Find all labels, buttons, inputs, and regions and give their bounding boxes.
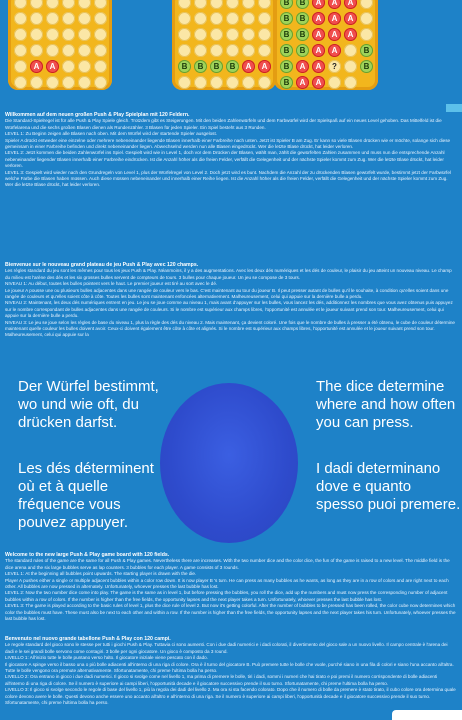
bubble (46, 44, 59, 57)
bubble: B (226, 60, 239, 73)
dice-arena-section (0, 378, 462, 548)
bubble (62, 44, 75, 57)
bubble: B (296, 44, 309, 57)
bubble (30, 12, 43, 25)
french-rules (5, 262, 457, 339)
bubble (94, 44, 107, 57)
bubble: A (312, 28, 325, 41)
bubble (210, 44, 223, 57)
bubble: B (280, 60, 293, 73)
bubble: B (280, 44, 293, 57)
bubble (194, 28, 207, 41)
bubble (242, 0, 255, 9)
english-rules (5, 552, 457, 622)
bubble: A (344, 28, 357, 41)
tagline-german: Der Würfel bestimmt, wo und wie oft, du drücken darfst. (18, 378, 159, 431)
bubble (210, 12, 223, 25)
bubble: B (210, 60, 223, 73)
bubble (226, 76, 239, 89)
english-level-1: LEVEL 1: At the beginning all bubbles point upwards. The starting player is drawn with the die. (5, 571, 197, 577)
tagline-italian: I dadi determinano dove e quanto spesso puoi premere. (316, 460, 461, 513)
game-board-example-2 (172, 0, 276, 90)
bubble: B (296, 0, 309, 9)
bubble (242, 76, 255, 89)
bubble (78, 12, 91, 25)
bubble (14, 12, 27, 25)
bubble (210, 28, 223, 41)
bubble (46, 76, 59, 89)
french-level-1-play: Le joueur A pousse une ou plusieurs bulles adjacentes dans une rangée de couleur vers le bas. C'est maintenant au tour du joueur B. Il peut presser autant de bulles qu'il le souhaite, à condition qu'elles soient dans une rangée de couleurs et qu'elles soient côte à côte. Toutes les bulles sont maintenant enfoncées alternativement. Malheureusement, celui qui appuie sur la dernière bulle a perdu. (5, 287, 449, 300)
bubble (226, 28, 239, 41)
bubble: A (30, 60, 43, 73)
bubble (226, 0, 239, 9)
bubble: B (178, 60, 191, 73)
game-board-example-1 (8, 0, 112, 90)
bubble (14, 44, 27, 57)
german-title: Willkommen auf dem neuen großen Push & Play Spielplan mit 120 Feldern. (5, 112, 190, 118)
french-level-3: NIVEAU 3: Le jeu se joue selon les règles de base du niveau 1, plus la règle des dés du niveau 2. Mais maintenant, ça devient coloré. Une fois que le nombre de bulles à presser a été obtenu, le cube de couleur détermine maintenant quelle couleur les bulles doivent avoir. Ceux-ci doivent également être côte à côte et alignés. Si le nombre est supérieur aux champs libres, l'opportunité est annulée et le joueur suivant prend son tour. Malheureusement, celui qui appuie sur la (5, 319, 455, 338)
bubble-grid (280, 0, 373, 89)
german-rules (5, 112, 457, 189)
english-level-1-play: Player A pushes either a single or multiple adjacent bubbles within a color row down. It is now player B 's turn. He can press as many bubbles as he wants, as long as they are in a row of colors and are right next to each other. All bubbles are now pressed in alternately. Unfortunately, whoever presses the last bubble has lost. (5, 577, 449, 590)
bubble: ? (328, 60, 341, 73)
bubble: A (328, 44, 341, 57)
bubble: B (360, 44, 373, 57)
bubble: A (312, 60, 325, 73)
italian-level-1-play: Il giocatore A spinge verso il basso una o più bolle adiacenti all'interno di una riga di colore. Ora è il turno del giocatore B. Può premere tutte le bolle che vuole, purché siano in una fila di colori e siano l'una accanto all'altra. Tutte le bolle vengono ora premute alternativamente. Sfortunatamente, chi preme l'ultima bolla ha perso. (5, 661, 454, 674)
bubble (194, 0, 207, 9)
bubble (30, 76, 43, 89)
english-intro: The standard rules of the game are the same for all Push & Play games. Nevertheless there are increases. With the two number dice and the color dice, the fun of the game is raised to a new level. The middle field is the dice arena and the six large bubbles serve as lap counters. 3 bubbles for each player. A game consists of 3 rounds. (5, 558, 450, 570)
bubble (178, 0, 191, 9)
german-level-3: LEVEL 3: Gespielt wird wieder nach den Grundregeln von Level 1, plus der Würfelregel von Level 2. Doch jetzt wird es bunt. Nachdem die Anzahl der zu drückenden Blasen gewürfelt wurde, bestimmt jetzt der Farbwürfel welche Farbe die Blasen haben müssen. Auch diese müssen nebeneinander und innerhalb einer Reihe liegen. Ist die Anzahl höher als die freien Felder, verfällt die Gelegenheit und der nächste Spieler kommt zum Zug. Wer die letzte Blase drückt, hat leider verloren. (5, 169, 451, 188)
bubble: A (312, 44, 325, 57)
bubble (194, 44, 207, 57)
italian-level-3: LIVELLO 3: Il gioco si svolge secondo le regole di base del livello 1, più la regola dei dadi del livello 2. Ma ora si sta facendo colorato. Dopo che il numero di bolle da premere è stato tirato, il cubo colore ora determina quale colore devono avere le bolle. Questi devono anche essere uno accanto all'altro e all'interno di una riga. Se il numero è superiore ai campi liberi, l'opportunità decade e il giocatore successivo prende il suo turno. Sfortunatamente, chi preme l'ultima bolla ha perso. (5, 687, 456, 706)
italian-intro: Le regole standard del gioco sono le stesse per tutti i giochi Push & Play. Tuttavia ci sono aumenti. Con i due dadi numerici e i dadi colorati, il divertimento del gioco sale a un nuovo livello. Il campo centrale è l'arena dei dadi e le sei grandi bolle servono come contagiri. 3 bolle per ogni giocatore. Un gioco è composto da 3 round. (5, 642, 448, 654)
bubble (178, 44, 191, 57)
italian-level-2: LIVELLO 2: Ora entrano in gioco i due dadi numerici. Il gioco si svolge come nel livello 1, ma prima di premere le bolle, tiri i dadi, sommi i numeri che hai tirato e poi premi il numero corrispondente di bolle adiacenti all'interno di una riga di colore. Se il numero è superiore ai campi liberi, l'opportunità decade e il giocatore successivo prende il suo turno. Sfortunatamente, chi preme l'ultima bolla ha perso. (5, 674, 438, 686)
bubble (78, 76, 91, 89)
french-level-2: NIVEAU 2: Maintenant, les deux dés numériques entrent en jeu. Le jeu se joue comme au niveau 1, mais avant d'appuyer sur les bulles, vous lancez les dés, additionnez les nombres que vous avez obtenus puis appuyez sur le nombre correspondant de bulles adjacentes dans une rangée de couleurs. Si le nombre est supérieur aux champs libres, l'opportunité est annulée et le joueur suivant prend son tour. Malheureusement, celui qui appuie sur la dernière bulle a perdu. (5, 300, 453, 319)
bubble (94, 28, 107, 41)
english-title: Welcome to the new large Push & Play game board with 120 fields. (5, 552, 170, 558)
brand-corner (392, 710, 462, 720)
bubble (94, 60, 107, 73)
bubble: B (194, 60, 207, 73)
bubble (242, 28, 255, 41)
italian-title: Benvenuto nel nuovo grande tabellone Push & Play con 120 campi. (5, 636, 171, 642)
bubble (14, 76, 27, 89)
bubble (178, 28, 191, 41)
bubble: B (296, 12, 309, 25)
bubble (30, 44, 43, 57)
bubble: A (312, 0, 325, 9)
bubble (62, 28, 75, 41)
bubble (360, 0, 373, 9)
bubble (258, 44, 271, 57)
bubble (242, 44, 255, 57)
german-level-1-play: Spieler A drückt entweder eine einzelne oder mehrere nebeneinander liegende Blasen innerhalb einer Farbreihe nach unten. Jetzt ist Spieler B am Zug. Er kann so viele Blasen drücken wie er möchte, solange sich diese gemeinsam in einer Farbreihe befinden und direkt nebeneinander liegen. Abwechselnd werden nun alle Blasen eingedrückt. Wer die letzte Blase drückt, hat leider verloren. (5, 137, 451, 150)
bubble (226, 12, 239, 25)
bubble (178, 12, 191, 25)
bubble: A (296, 76, 309, 89)
bubble (194, 12, 207, 25)
bubble (78, 28, 91, 41)
bubble: A (328, 28, 341, 41)
bubble: A (258, 60, 271, 73)
bubble (46, 12, 59, 25)
french-level-1: NIVEAU 1: Au début, toutes les bulles pointent vers le haut. Le premier joueur est tiré au sort avec le dé. (5, 281, 218, 287)
french-title: Bienvenue sur le nouveau grand plateau de jeu Push & Play avec 120 champs. (5, 262, 199, 268)
bubble (328, 76, 341, 89)
bubble (14, 60, 27, 73)
bubble-grid (178, 0, 271, 89)
bubble (258, 28, 271, 41)
bubble (46, 28, 59, 41)
game-board-examples (8, 0, 462, 100)
bubble (94, 0, 107, 9)
bubble (30, 28, 43, 41)
english-level-2: LEVEL 2: Now the two number dice come into play. The game is the same as in level 1, but before pressing the bubbles, you roll the dice, add up the numbers and must now press the corresponding number of adjacent bubbles within a row of colors. If the number is higher than the free fields, the opportunity lapses and the next player takes a turn. Unfortunately, whoever presses the last bubble has lost. (5, 590, 448, 602)
bubble (258, 0, 271, 9)
bubble (94, 12, 107, 25)
corner-decoration (446, 104, 462, 112)
german-intro: Die Standard-Spielregel ist für alle Push & Play Spiele gleich. Trotzdem gibt es Steigerungen. Mit den beiden Zahlenwürfeln und dem Farbwürfel wird der Spielspaß auf ein neues Level gehoben. Das Mittelfeld ist die Würfelarena und die sechs großen Blasen dienen als Rundenzähler. 3 Blasen für jeden Spieler. Ein Spiel besteht aus 3 Runden. (5, 118, 442, 130)
bubble (62, 0, 75, 9)
bubble (94, 76, 107, 89)
german-level-1: LEVEL 1: Zu Beginn zeigen alle Blasen nach oben. Mit dem Würfel wird der startende Spieler ausgelost. (5, 131, 218, 137)
bubble (210, 76, 223, 89)
bubble: A (312, 12, 325, 25)
italian-rules (5, 636, 457, 706)
bubble (30, 0, 43, 9)
bubble (226, 44, 239, 57)
dice-arena-disc (160, 383, 298, 543)
bubble (242, 12, 255, 25)
bubble (360, 28, 373, 41)
bubble (344, 60, 357, 73)
bubble: A (344, 0, 357, 9)
bubble (258, 12, 271, 25)
bubble (78, 0, 91, 9)
bubble: A (46, 60, 59, 73)
bubble: B (280, 28, 293, 41)
bubble: A (296, 60, 309, 73)
bubble (344, 44, 357, 57)
bubble: A (242, 60, 255, 73)
tagline-french: Les dés déterminent où et à quelle fréquence vous pouvez appuyer. (18, 460, 154, 531)
tagline-english: The dice determine where and how often you can press. (316, 378, 456, 431)
bubble: A (312, 76, 325, 89)
bubble: A (328, 0, 341, 9)
bubble (258, 76, 271, 89)
bubble (62, 76, 75, 89)
bubble: A (328, 12, 341, 25)
french-intro: Les règles standard du jeu sont les mêmes pour tous les jeux Push & Play. Néanmoins, il y a des augmentations. Avec les deux dés numériques et les dés de couleur, le plaisir du jeu atteint un nouveau niveau. Le champ du milieu est l'arène des dés et les six grosses bulles servent de compteurs de tours. 3 bulles pour chaque joueur. Un jeu se compose de 3 tours. (5, 268, 452, 280)
bubble (78, 60, 91, 73)
bubble (14, 28, 27, 41)
bubble: B (296, 28, 309, 41)
bubble (78, 44, 91, 57)
bubble: B (360, 60, 373, 73)
bubble: B (280, 0, 293, 9)
bubble: B (280, 12, 293, 25)
bubble (46, 0, 59, 9)
bubble-grid (14, 0, 107, 89)
bubble: A (344, 12, 357, 25)
english-level-3: LEVEL 3: The game is played according to the basic rules of level 1, plus the dice rule of level 2. But now it's getting colorful. After the number of bubbles to be pressed has been rolled, the color cube now determines which color the bubbles must have. These must also be next to each other and within a row. If the number is higher than the free fields, the opportunity lapses and the next player takes his turn. Unfortunately, whoever presses the last bubble has lost. (5, 603, 456, 622)
bubble (178, 76, 191, 89)
italian-level-1: LIVELLO 1: All'inizio tutte le bolle puntano verso l'alto. Il giocatore iniziale viene pescato con il dado. (5, 655, 208, 661)
bubble (360, 12, 373, 25)
bubble (344, 76, 357, 89)
bubble (210, 0, 223, 9)
bubble (62, 60, 75, 73)
bubble (62, 12, 75, 25)
german-level-2: LEVEL 2: Jetzt kommen die beiden Zahlenwürfel ins Spiel. Gespielt wird wie in Level 1, doch vor dem Drücken der Blasen, wählt man, zählt die gewürfelten Zahlen zusammen und muss nun die entsprechende Anzahl nebeneinander liegender Blasen innerhalb einer Farbreihe eindrücken. Ist die Anzahl höher als die freien Felder, verfällt die Gelegenheit und der nächste Spieler kommt zum Zug. Wer die letzte Blase drückt, hat leider verloren. (5, 150, 445, 169)
bubble: B (280, 76, 293, 89)
bubble (194, 76, 207, 89)
game-board-example-3 (274, 0, 378, 90)
bubble (14, 0, 27, 9)
